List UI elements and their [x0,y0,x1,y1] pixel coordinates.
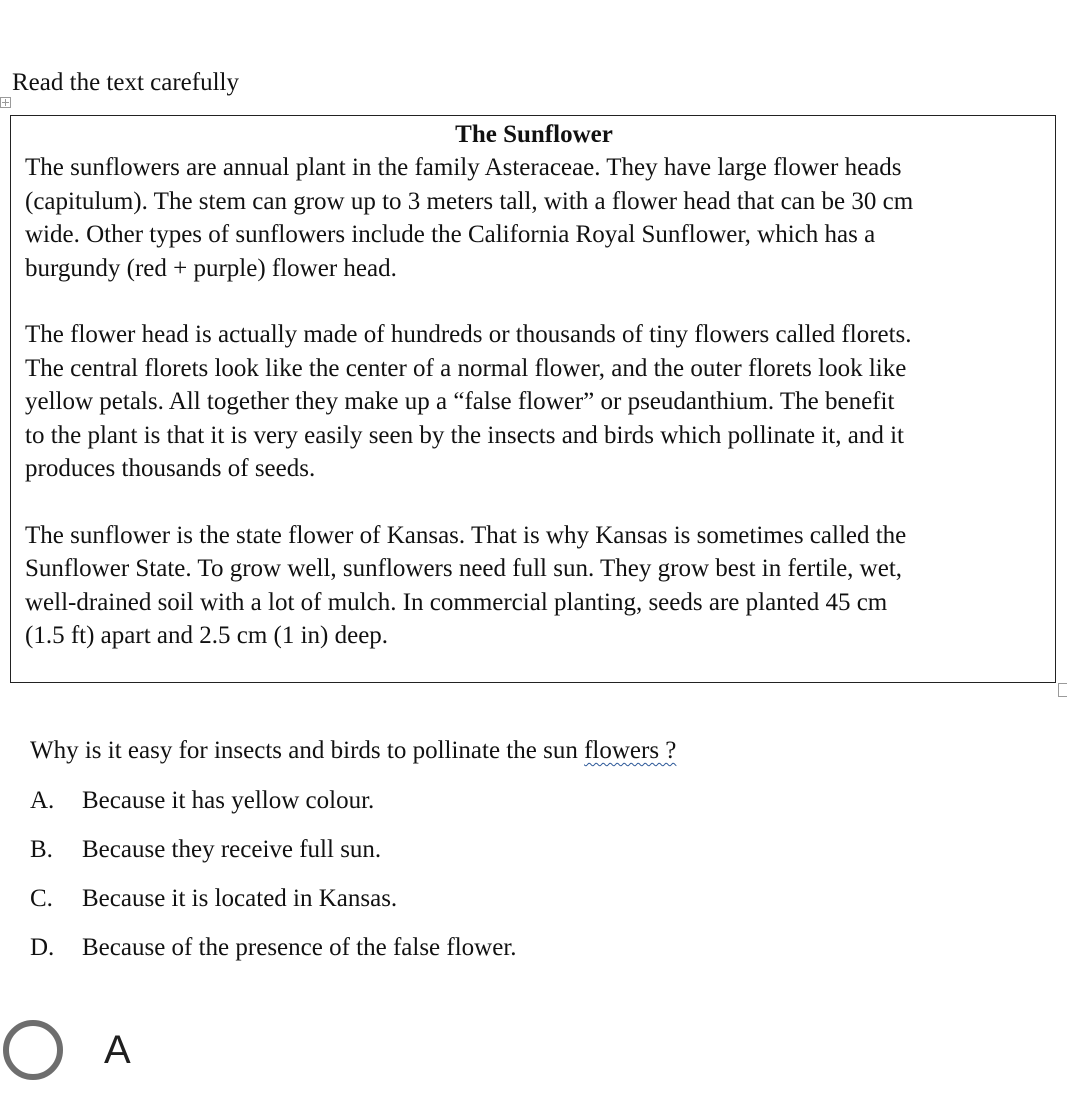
table-move-handle-icon[interactable] [0,97,11,108]
spellcheck-flagged-word: flowers ? [584,737,677,764]
option-text: Because of the presence of the false flower. [82,934,517,961]
passage-paragraph-3: The sunflower is the state flower of Kansas. That is why Kansas is sometimes called the Sunflower State. To grow well, sunflowers need full sun. They grow best in fertile, wet, well-drained soil with a lot of mulch. In commercial planting, seeds are planted 45 cm (1.5 ft) apart and 2.5 cm (1 in) deep. [25,521,907,649]
passage-paragraph-1: The sunflowers are annual plant in the family Asteraceae. They have large flower heads (capitulum). The stem can grow up to 3 meters tall, with a flower head that can be 30 cm wide. Other types of sunflowers include the California Royal Sunflower, which has a burgundy (red + purple) flower head. [25,154,914,282]
passage-box [10,115,1056,683]
option-c [30,882,517,931]
option-text: Because it has yellow colour. [82,787,375,814]
question-text [30,734,676,768]
option-d [30,931,517,980]
radio-button-icon[interactable] [3,1020,63,1080]
answer-choice-label[interactable]: A [104,1027,131,1072]
table-resize-handle-icon[interactable] [1058,683,1067,697]
passage-paragraph-2: The flower head is actually made of hundreds or thousands of tiny flowers called florets. The central florets look like the center of a normal flower, and the outer florets look like yellow petals. All together they make up a “false flower” or pseudanthium. The benefit to the plant is that it is very easily seen by the insects and birds which pollinate it, and it produces thousands of seeds. [25,321,912,482]
option-letter: B. [30,836,53,863]
instruction-text: Read the text carefully [12,69,239,96]
option-b [30,833,517,882]
option-letter: A. [30,787,55,814]
passage-title: The Sunflower [455,121,613,148]
option-text: Because it is located in Kansas. [82,885,398,912]
option-a [30,784,517,833]
answer-choice-a[interactable] [0,1020,131,1080]
options-list [30,784,517,980]
option-letter: C. [30,885,53,912]
option-letter: D. [30,934,55,961]
option-text: Because they receive full sun. [82,836,382,863]
question-text-main: Why is it easy for insects and birds to pollinate the sun [30,737,585,764]
